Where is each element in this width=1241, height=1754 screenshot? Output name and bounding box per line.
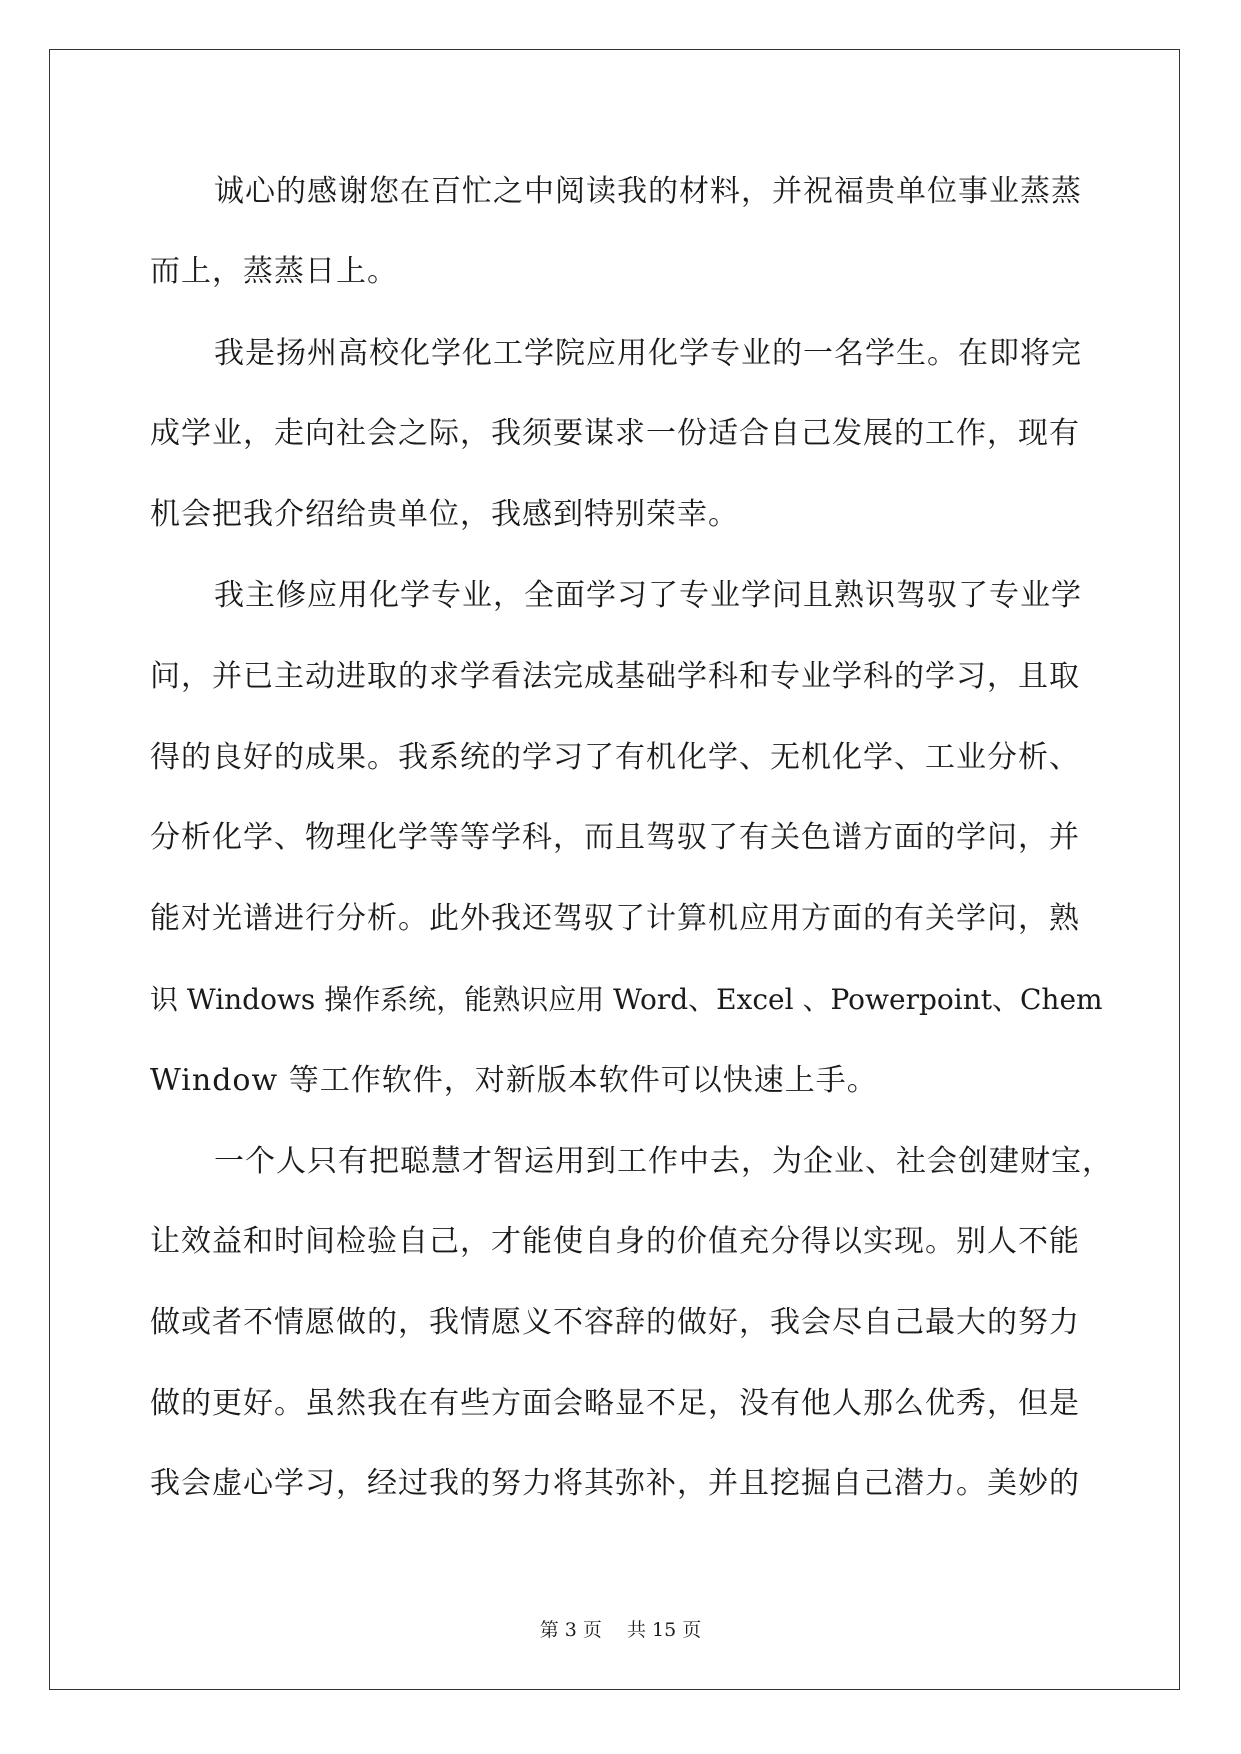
paragraph-4-line-2: 让效益和时间检验自己，才能使自身的价值充分得以实现。别人不能 bbox=[150, 1224, 1080, 1259]
paragraph-3-line-6: 识 Windows 操作系统，能熟识应用 Word、Excel 、Powerpoint、Chem bbox=[150, 983, 1103, 1016]
paragraph-4-line-3: 做或者不情愿做的，我情愿义不容辞的做好，我会尽自己最大的努力 bbox=[150, 1305, 1080, 1340]
paragraph-3-line-4: 分析化学、物理化学等等学科，而且驾驭了有关色谱方面的学问，并 bbox=[150, 820, 1080, 855]
paragraph-4-line-5: 我会虚心学习，经过我的努力将其弥补，并且挖掘自己潜力。美妙的 bbox=[150, 1466, 1080, 1501]
paragraph-4-line-1: 一个人只有把聪慧才智运用到工作中去，为企业、社会创建财宝， bbox=[214, 1144, 1113, 1179]
paragraph-1-line-1: 诚心的感谢您在百忙之中阅读我的材料，并祝福贵单位事业蒸蒸 bbox=[214, 174, 1082, 209]
paragraph-3-line-7: Window 等工作软件，对新版本软件可以快速上手。 bbox=[150, 1063, 878, 1098]
paragraph-2-line-3: 机会把我介绍给贵单位，我感到特别荣幸。 bbox=[150, 497, 739, 532]
paragraph-2-line-1: 我是扬州高校化学化工学院应用化学专业的一名学生。在即将完 bbox=[214, 336, 1082, 371]
paragraph-3-line-2: 问，并已主动进取的求学看法完成基础学科和专业学科的学习，且取 bbox=[150, 659, 1080, 694]
paragraph-1-line-2: 而上，蒸蒸日上。 bbox=[150, 254, 398, 289]
paragraph-3-line-1: 我主修应用化学专业，全面学习了专业学问且熟识驾驭了专业学 bbox=[214, 578, 1082, 613]
page-number-footer: 第 3 页 共 15 页 bbox=[539, 1619, 702, 1641]
paragraph-3-line-3: 得的良好的成果。我系统的学习了有机化学、无机化学、工业分析、 bbox=[150, 740, 1080, 775]
paragraph-3-line-5: 能对光谱进行分析。此外我还驾驭了计算机应用方面的有关学问，熟 bbox=[150, 901, 1080, 936]
paragraph-4-line-4: 做的更好。虽然我在有些方面会略显不足，没有他人那么优秀，但是 bbox=[150, 1386, 1080, 1421]
page-border bbox=[49, 49, 1180, 1690]
paragraph-2-line-2: 成学业，走向社会之际，我须要谋求一份适合自己发展的工作，现有 bbox=[150, 416, 1080, 451]
